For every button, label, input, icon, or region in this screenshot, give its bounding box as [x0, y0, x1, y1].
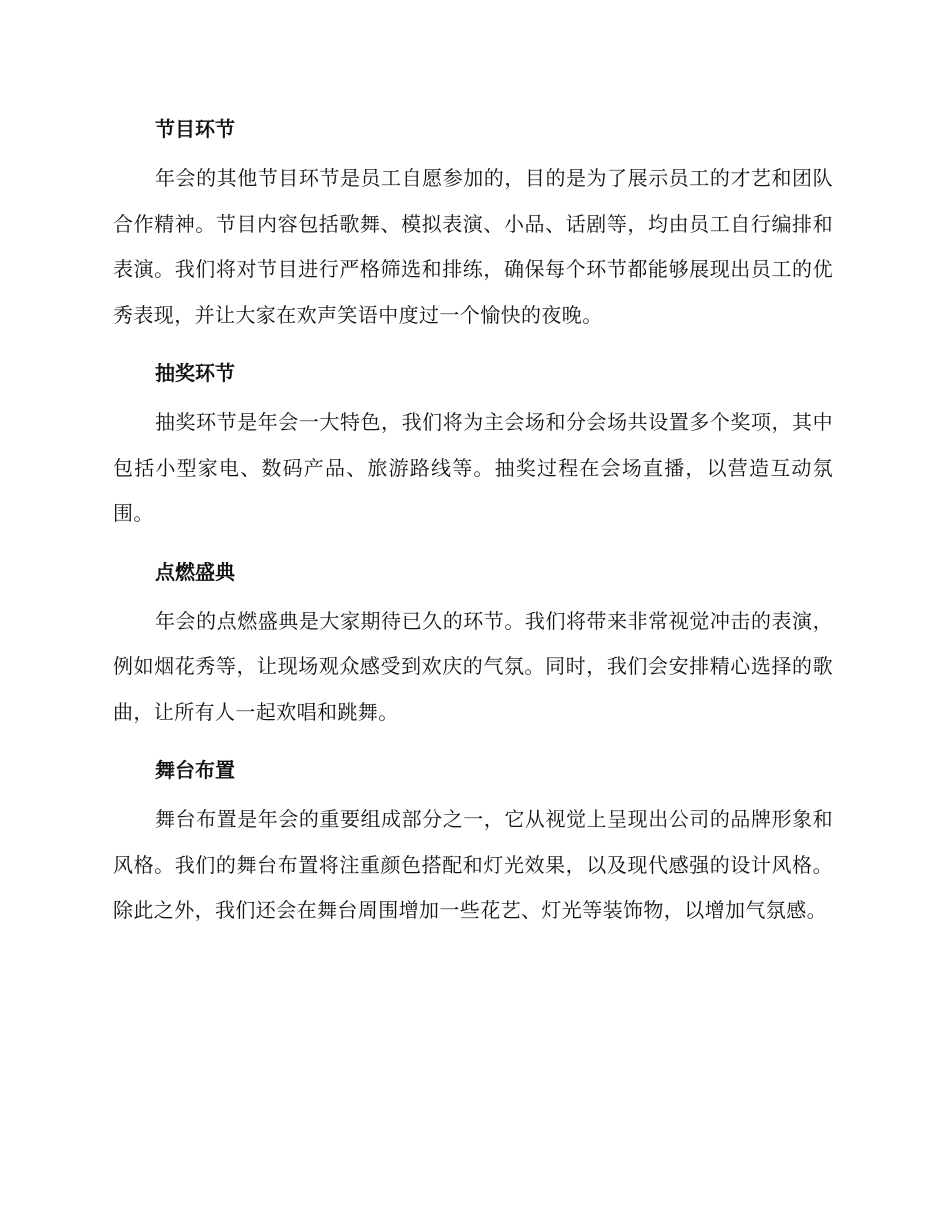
section-heading: 节目环节: [155, 117, 235, 141]
section-heading: 点燃盛典: [155, 559, 235, 584]
section-lottery: [113, 354, 833, 537]
section-heading: 抽奖环节: [155, 361, 235, 385]
document-page: [113, 110, 833, 950]
section-paragraph: 舞台布置是年会的重要组成部分之一，它从视觉上呈现出公司的品牌形象和风格。我们的舞台布置将注重颜色搭配和灯光效果，以及现代感强的设计风格。除此之外，我们还会在舞台周围增加一些花艺、灯光等装饰物，以增加气氛感。: [113, 807, 833, 922]
section-heading: 舞台布置: [155, 758, 235, 782]
section-paragraph: 年会的其他节目环节是员工自愿参加的，目的是为了展示员工的才艺和团队合作精神。节目内容包括歌舞、模拟表演、小品、话剧等，均由员工自行编排和表演。我们将对节目进行严格筛选和排练，确保每个环节都能够展现出员工的优秀表现，并让大家在欢声笑语中度过一个愉快的夜晚。: [113, 166, 833, 327]
section-stage: [113, 751, 833, 934]
section-program: [113, 110, 833, 338]
section-ceremony: [113, 553, 833, 736]
section-paragraph: 抽奖环节是年会一大特色，我们将为主会场和分会场共设置多个奖项，其中包括小型家电、数码产品、旅游路线等。抽奖过程在会场直播，以营造互动氛围。: [113, 410, 833, 525]
section-paragraph: 年会的点燃盛典是大家期待已久的环节。我们将带来非常视觉冲击的表演，例如烟花秀等，让现场观众感受到欢庆的气氛。同时，我们会安排精心选择的歌曲，让所有人一起欢唱和跳舞。: [113, 608, 833, 724]
